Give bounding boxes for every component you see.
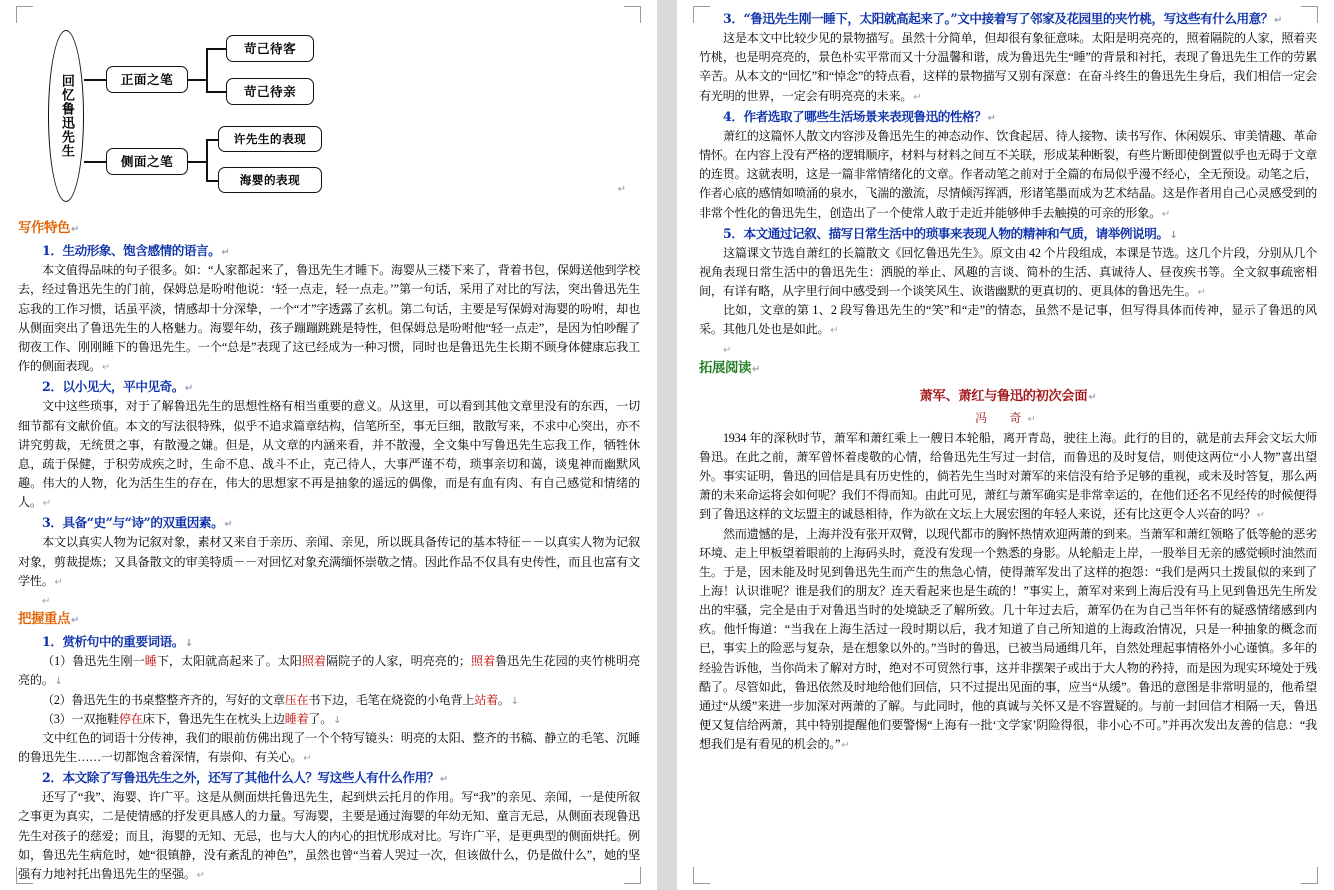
subheading-feature-3: 3．具备“史”与“诗”的双重因素。↵ — [42, 515, 233, 531]
pilcrow-mark: ↵ — [830, 325, 839, 337]
highlighted-word: 照着 — [470, 654, 496, 669]
diagram-branch-1: 正面之笔 — [106, 66, 188, 93]
paragraph-keypoint-5-example: 比如，文章的第 1、2 段写鲁迅先生的“笑”和“走”的情态，虽然不是记事，但写得具体而传神，显示了鲁迅的风采。其他几处也是如此。↵ — [699, 303, 1317, 337]
diagram-leaf-2-1: 许先生的表现 — [218, 126, 322, 152]
subheading-feature-1: 1．生动形象、饱含感情的语言。↵ — [42, 243, 230, 259]
paragraph-keypoint-1-answer: 文中红色的词语十分传神，我们的眼前仿佛出现了一个个特写镜头：明亮的太阳、整齐的书稿、静立的毛笔、沉睡的鲁迅先生……一切都饱含着深情，有崇仰、有关心。↵ — [18, 730, 640, 765]
connector-b2-l1 — [206, 139, 219, 141]
paragraph-keypoint-5-answer: 这篇课文节选自萧红的长篇散文《回忆鲁迅先生》。原文由 42 个片段组成，本课是节选。这几个片段，分别从几个视角表现日常生活中的鲁迅先生：洒脱的举止、风趣的言谈、简朴的生活、真诚待人、昼夜疾书等。全文叙事疏密相间，有详有略，从字里行间中感受到一个谈笑风生、诙谐幽默的更真切的、更具体的鲁迅先生。↵ — [699, 245, 1317, 299]
pilcrow-mark: ↵ — [1027, 413, 1041, 425]
article-paragraph-1: 1934 年的深秋时节，萧军和萧红乘上一艘日本轮船，离开青岛，驶往上海。此行的目的，就是前去拜会文坛大师鲁迅。在此之前，萧军曾怀着虔敬的心情，给鲁迅先生写过一封信，而鲁迅的及时复信，则使这两位“小人物”喜出望外。事实证明，鲁迅的回信是具有历史性的，倘若先生当时对萧军的来信没有给予足够的重视，或未及时答复，那么两萧的未来命运将会如何呢？我们不得而知。由此可见，萧红与萧军确实是非常幸运的，在他们还名不见经传的时候便得到了鲁迅这样的文坛盟主的诚恳相待，作为欲在文坛上大展宏图的年轻人来说，还有比这更令人兴奋的吗？↵ — [699, 430, 1317, 522]
pilcrow-mark: ↵ — [42, 498, 51, 510]
example-sentence-1: （1）鲁迅先生刚一睡下，太阳就高起来了。太阳照着隔院子的人家，明亮亮的；照着鲁迅先生花园的夹竹桃明亮亮的。↓ — [18, 654, 640, 688]
pilcrow-mark: ↵ — [1161, 208, 1171, 220]
highlighted-word: 停在 — [118, 711, 143, 726]
pilcrow-mark: ↵ — [42, 595, 51, 607]
connector-b1-l1 — [206, 48, 226, 50]
structure-diagram — [18, 14, 640, 214]
example-sentence-2: （2）鲁迅先生的书桌整整齐齐的，写好的文章压在书下边，毛笔在烧瓷的小龟背上站着。↓ — [42, 692, 519, 707]
paragraph-keypoint-3-answer: 这是本文中比较少见的景物描写。虽然十分简单，但却很有象征意味。太阳是明亮亮的，照着隔院的人家，照着夹竹桃，也是明亮亮的，景色朴实平常而又十分温馨和谐，成为鲁迅先生“睡”的背景和衬托，表现了鲁迅先生工作的劳累辛苦。从本文的“回忆”和“悼念”的特点看，这样的景物描写又别有深意：在奋斗终生的鲁迅先生身后，我们相信一定会有光明的世界，一定会有明亮亮的未来。↵ — [699, 31, 1317, 103]
pilcrow-mark: ↵ — [184, 383, 193, 395]
subheading-keypoint-4: 4．作者选取了哪些生活场景来表现鲁迅的性格？↵ — [723, 108, 996, 124]
pilcrow-mark: ↵ — [1256, 510, 1265, 522]
diagram-branch-2: 侧面之笔 — [106, 148, 188, 175]
pilcrow-mark: ↓ — [184, 638, 193, 650]
diagram-root-node — [48, 30, 84, 202]
highlighted-word: 睡着 — [284, 711, 309, 726]
highlighted-word: 压在 — [284, 692, 309, 707]
heading-extended-reading: 拓展阅读↵ — [699, 360, 760, 376]
pilcrow-mark: ↵ — [101, 362, 111, 374]
page-left-content — [18, 8, 640, 884]
diagram-leaf-1-1: 苛己待客 — [226, 35, 314, 62]
pilcrow-mark: ↵ — [70, 614, 79, 626]
paragraph-feature-1: 本文值得品味的句子很多。如：“人家都起来了，鲁迅先生才睡下。海婴从三楼下来了，背着书包，保姆送他到学校去，经过鲁迅先生的门前，保姆总是吩咐他说：‘轻一点走，轻一点走。’”第一句话，采用了对比的写法，突出鲁迅先生忘我的工作习惯，话虽平淡，情感却十分深挚，一个“才”字透露了玄机。第二句话，主要是写保姆对海婴的吩咐，却也从侧面突出了鲁迅先生的人格魅力。海婴年幼，孩子蹦蹦跳跳是特性，但保姆总是吩咐他“轻一点走”，是因为怕吵醒了彻夜工作、刚刚睡下的鲁迅先生。一个“总是”表现了这已经成为一种习惯，同时也是鲁迅先生长期不顾身体健康忘我工作的侧面表现。↵ — [18, 263, 640, 374]
diagram-pilcrow: ↵ — [617, 184, 626, 195]
connector-b2-stem — [188, 161, 206, 163]
page-right — [677, 0, 1334, 890]
pilcrow-mark: ↵ — [221, 247, 230, 259]
subheading-feature-2: 2．以小见大，平中见奇。↵ — [42, 379, 193, 395]
subheading-keypoint-1: 1．赏析句中的重要词语。↓ — [42, 634, 193, 650]
pilcrow-mark: ↓ — [54, 676, 63, 688]
heading-writing-features: 写作特色↵ — [18, 221, 79, 236]
article-title: 萧军、萧红与鲁迅的初次会面↵ — [919, 388, 1097, 404]
pilcrow-mark: ↵ — [303, 753, 312, 765]
pilcrow-mark: ↓ — [333, 714, 342, 726]
pilcrow-mark: ↵ — [1088, 391, 1097, 403]
paragraph-feature-3: 本文以真实人物为记叙对象，素材又来自于亲历、亲闻、亲见，所以既具备传记的基本特征－－以真实人物为记叙对象，剪裁提炼；又具备散文的审美特质－－对回忆对象充满缅怀崇敬之情。因此作品不仅具有史传性，而且也富有文学性。↵ — [18, 535, 640, 588]
pilcrow-mark: ↵ — [439, 774, 448, 786]
heading-key-points: 把握重点↵ — [18, 611, 79, 627]
pilcrow-mark: ↵ — [54, 576, 63, 588]
connector-b2-l2 — [206, 180, 219, 182]
connector-b2-bus — [206, 139, 208, 181]
connector-b1-l2 — [206, 91, 226, 93]
highlighted-word: 睡 — [144, 654, 157, 669]
text-boundary-mark-bottom-left — [693, 867, 710, 884]
pilcrow-mark: ↵ — [196, 869, 205, 881]
page-gap — [657, 0, 677, 890]
pilcrow-mark: ↵ — [1197, 287, 1206, 299]
highlighted-word: 站着 — [474, 692, 498, 707]
paragraph-keypoint-4-answer: 萧红的这篇怀人散文内容涉及鲁迅先生的神态动作、饮食起居、待人接物、读书写作、休闲娱乐、审美情趣、革命情怀。在内容上没有严格的逻辑顺序，材料与材料之间互不关联，形成某种断裂，有些片断即使倒置似乎也无碍于文章的连贯。这就表明，这是一篇非常情绪化的文章。作者动笔之前对于全篇的布局似乎漫不经心，全无预设。动笔之后，作者心底的感情如喷涌的泉水，飞湍的激流，尽情倾泻挥洒，形诸笔墨而成为艺术结晶。这是作者用自己心灵感受到的非常个性化的鲁迅先生，创造出了一个使常人敢于走近并能够伸手去触摸的可亲的形象。↵ — [699, 128, 1317, 220]
pilcrow-mark: ↵ — [913, 91, 922, 103]
pilcrow-mark: ↵ — [987, 112, 996, 124]
subheading-keypoint-5: 5．本文通过记叙、描写日常生活中的琐事来表现人物的精神和气质，请举例说明。↓ — [723, 225, 1178, 241]
paragraph-keypoint-2-answer: 还写了“我”、海婴、许广平。这是从侧面烘托鲁迅先生，起到烘云托月的作用。写“我”的亲见、亲闻，一是使所叙之事更为真实，二是使情感的抒发更具感人的力量。写海婴，主要是通过海婴的年幼无知、童言无忌，从侧面表现鲁迅先生对孩子的慈爱；而且，海婴的无知、无忌，也与大人的内心的担忧形成对比。写许广平，是更典型的侧面烘托。例如，鲁迅先生病危时，她“很镇静，没有紊乱的神色”，虽然也曾“当着人哭过一次，但该做什么，仍是做什么”，她的坚强有力地衬托出鲁迅先生的坚强。↵ — [18, 790, 640, 881]
diagram-leaf-1-2: 苛己待亲 — [226, 78, 314, 105]
page-right-content — [699, 8, 1317, 754]
pilcrow-mark: ↵ — [70, 224, 79, 235]
empty-paragraph — [18, 591, 640, 609]
connector-root-b2 — [84, 161, 106, 163]
article-paragraph-2: 然而遗憾的是，上海并没有张开双臂，以现代都市的胸怀热情欢迎两萧的到来。当萧军和萧红领略了低等舱的恶劣环境、走上甲板望着眼前的上海码头时，竟没有发现一个熟悉的身影。从轮船走上岸，一股举目无亲的感觉顿时油然而生。于是，因未能及时见到鲁迅先生而产生的焦急心情，使得萧军发出了这样的抱怨：“我们是两只土拨鼠似的来到了上海！认识谁呢？谁是我们的朋友？连天看起来也是生疏的！”事实上，萧军对来到上海后没有马上见到鲁迅先生所发出的牢骚，完全是由于对鲁迅当时的处境缺乏了解所致。几十年过去后，萧军仍在为自己当年怀有的疑惑情绪感到内疚。他忏悔道：“当我在上海生活过一段时期以后，我才知道了自己所知道的上海政治情况，只是一种抽象的概念而已，事实上的险恶与复杂，是在想象以外的。”当时的鲁迅，已被当局通缉几年，自然处理起事情格外小心谨慎。多年的经验告诉他，当你尚未了解对方时，绝对不可贸然行事，这并非摆架子或出于大人物的矜持，而是因为现实环境处于残酷了。尽管如此，鲁迅依然及时地给他们回信，只不过提出见面的事，应当“从缓”。鲁迅的意图是非常明显的，他希望通过“从缓”来进一步加深对两萧的了解。与此同时，他的真诚与关怀又是不容置疑的。与前一封回信才相隔一天，鲁迅便又复信给两萧，其中特别提醒他们要警惕“上海有一批‘文学家’阴险得很，非小心不可。”并再次发出友善的信息：“我想我们是有看见的机会的。”↵ — [699, 526, 1317, 752]
connector-b1-bus — [206, 48, 208, 92]
subheading-keypoint-2: 2．本文除了写鲁迅先生之外，还写了其他什么人？写这些人有什么作用？↵ — [42, 770, 448, 786]
pilcrow-mark: ↓ — [1169, 229, 1178, 241]
pilcrow-mark: ↵ — [1273, 15, 1282, 26]
pilcrow-mark: ↵ — [841, 740, 850, 752]
pilcrow-mark: ↵ — [723, 344, 732, 356]
paragraph-feature-2: 文中这些琐事，对于了解鲁迅先生的思想性格有相当重要的意义。从这里，可以看到其他文章里没有的东西，一切细节都有文献价值。本文的写法很特殊，似乎不追求篇章结构，信笔所至，事无巨细，散散写来，不求中心突出，亦不讲究剪裁，无统贯之事，有散漫之嫌。但是，从文章的内涵来看，并不散漫，全文集中写鲁迅先生忘我工作，牺牲休息，疏于保健，于积劳成疾之时，生命不息、战斗不止，克己待人，大事严谨不苟，琐事亲切和蔼，谈鬼神而幽默风趣。伟大的人物，化为活生生的存在，伟大的思想家不再是抽象的遥远的偶像，而是有血有肉、有自己感觉和情绪的人。↵ — [18, 399, 640, 510]
article-author: 冯 奇↵ — [975, 410, 1041, 425]
text-boundary-mark-bottom-right — [1301, 867, 1318, 884]
connector-b1-stem — [188, 79, 206, 81]
pilcrow-mark: ↵ — [751, 363, 760, 375]
example-sentence-3: （3）一双拖鞋停在床下，鲁迅先生在枕头上边睡着了。↓ — [42, 711, 342, 726]
subheading-keypoint-3: 3．“鲁迅先生刚一睡下，太阳就高起来了。”文中接着写了邻家及花园里的夹竹桃，写这些有什么用意？↵ — [723, 11, 1282, 26]
empty-paragraph — [699, 340, 1317, 358]
page-left — [0, 0, 657, 890]
pilcrow-mark: ↵ — [224, 519, 233, 531]
diagram-leaf-2-2: 海婴的表现 — [218, 167, 322, 193]
diagram-root-label: 回忆鲁迅先生 — [58, 74, 74, 158]
connector-root-b1 — [84, 79, 106, 81]
highlighted-word: 照着 — [301, 654, 326, 669]
pilcrow-mark: ↓ — [510, 695, 519, 707]
